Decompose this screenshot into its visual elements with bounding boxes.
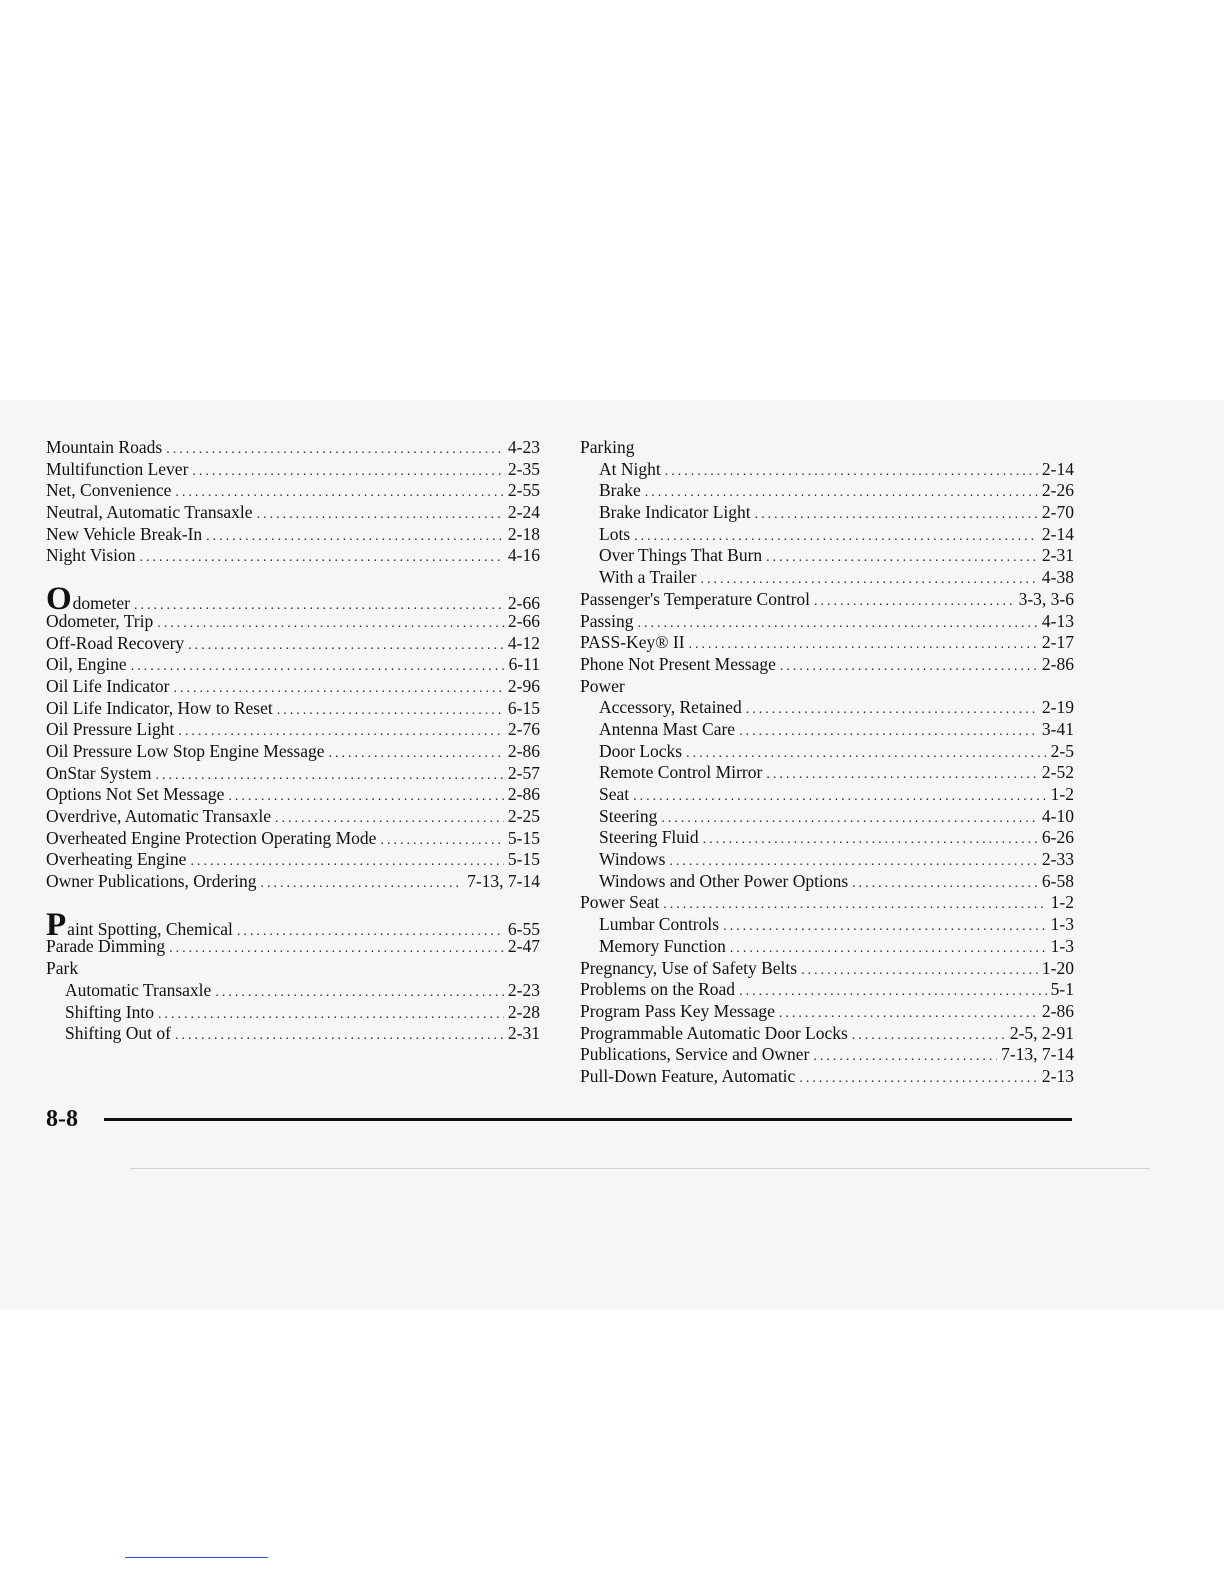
entry-label-wrap (46, 437, 162, 459)
entry-page-ref: 6-58 (1041, 870, 1074, 891)
entry-label-wrap (599, 697, 742, 719)
leader-dots (686, 743, 1047, 765)
leader-dots (669, 851, 1038, 873)
entry-label-wrap (599, 936, 726, 958)
entry-label: PASS-Key® II (580, 632, 685, 653)
index-entry (580, 611, 1074, 633)
index-entry (580, 1066, 1074, 1088)
entry-page-ref: 2-5, 2-91 (1009, 1022, 1074, 1043)
entry-label-wrap (46, 741, 325, 763)
entry-label-wrap (46, 480, 171, 502)
entry-label: Remote Control Mirror (599, 762, 763, 783)
entry-label: Over Things That Burn (599, 545, 763, 566)
entry-label: Brake Indicator Light (599, 502, 751, 523)
index-column-right (580, 437, 1074, 1088)
divider-line (125, 1557, 268, 1558)
index-entry (46, 871, 540, 893)
index-entry (46, 502, 540, 524)
entry-page-ref: 1-2 (1050, 784, 1074, 804)
entry-page-ref: 2-19 (1041, 697, 1074, 718)
entry-page-ref: 2-28 (507, 1001, 540, 1022)
index-heading (46, 958, 540, 980)
entry-label-wrap (65, 1002, 154, 1024)
leader-dots (663, 894, 1046, 916)
entry-label: Shifting Out of (65, 1023, 171, 1044)
footer-rule (104, 1118, 1072, 1121)
entry-label-wrap (599, 914, 719, 936)
entry-page-ref: 2-66 (507, 593, 540, 614)
entry-label: Oil, Engine (46, 654, 127, 675)
entry-page-ref: 2-96 (507, 675, 540, 696)
leader-dots (801, 960, 1038, 982)
index-column-left (46, 437, 540, 1045)
leader-dots (158, 1004, 504, 1026)
entry-label: Steering (599, 805, 658, 826)
leader-dots (257, 504, 504, 526)
entry-label-wrap (599, 545, 762, 567)
entry-page-ref: 1-3 (1050, 935, 1074, 956)
index-entry (46, 763, 540, 785)
leader-dots (780, 656, 1038, 678)
entry-page-ref: 2-86 (507, 784, 540, 805)
leader-dots (380, 830, 503, 852)
entry-page-ref: 6-11 (508, 654, 540, 675)
entry-page-ref: 2-86 (507, 740, 540, 761)
index-entry (580, 632, 1074, 654)
entry-label: Windows (599, 849, 666, 870)
entry-label-wrap (65, 980, 211, 1002)
leader-dots (192, 461, 504, 483)
entry-label-wrap (599, 524, 630, 546)
entry-label: Options Not Set Message (46, 784, 225, 805)
leader-dots (156, 765, 504, 787)
leader-dots (852, 1025, 1006, 1047)
leader-dots (661, 808, 1038, 830)
entry-label: Oil Pressure Low Stop Engine Message (46, 740, 325, 761)
index-entry (580, 784, 1074, 806)
entry-label-wrap (580, 611, 633, 633)
entry-page-ref: 6-55 (507, 918, 540, 939)
entry-label: aint Spotting, Chemical (67, 918, 233, 939)
index-entry (580, 914, 1074, 936)
entry-label: Windows and Other Power Options (599, 870, 849, 891)
entry-label: Multifunction Lever (46, 458, 189, 479)
index-entry (46, 806, 540, 828)
leader-dots (723, 916, 1047, 938)
entry-label: Antenna Mast Care (599, 718, 736, 739)
entry-label: Power Seat (580, 892, 660, 913)
section-gap (46, 567, 540, 589)
entry-label: Phone Not Present Message (580, 653, 776, 674)
entry-label: Mountain Roads (46, 437, 163, 457)
entry-label-wrap (580, 1001, 775, 1023)
leader-dots (634, 526, 1038, 548)
entry-page-ref: 1-2 (1050, 892, 1074, 913)
entry-label: At Night (599, 458, 661, 479)
entry-page-ref: 5-1 (1050, 979, 1074, 1000)
entry-label: Memory Function (599, 935, 726, 956)
leader-dots (645, 482, 1038, 504)
entry-label: Seat (599, 784, 630, 804)
leader-dots (766, 764, 1038, 786)
leader-dots (228, 786, 504, 808)
index-entry (46, 698, 540, 720)
entry-label: Automatic Transaxle (65, 979, 212, 1000)
entry-page-ref: 2-47 (507, 936, 540, 957)
entry-page-ref: 4-16 (507, 545, 540, 566)
entry-label-wrap (580, 1023, 848, 1045)
index-entry (46, 784, 540, 806)
leader-dots (746, 699, 1038, 721)
entry-label-wrap (46, 633, 184, 655)
index-entry (580, 979, 1074, 1001)
divider-line (130, 1168, 1150, 1169)
leader-dots (206, 526, 504, 548)
leader-dots (730, 938, 1047, 960)
entry-label: With a Trailer (599, 567, 697, 588)
entry-label-wrap (580, 632, 685, 654)
index-entry (580, 936, 1074, 958)
entry-label-wrap (599, 806, 657, 828)
index-entry (580, 1001, 1074, 1023)
entry-page-ref: 2-57 (507, 762, 540, 783)
entry-label-wrap (46, 763, 152, 785)
leader-dots (175, 482, 504, 504)
leader-dots (188, 635, 504, 657)
entry-label-wrap (599, 784, 629, 806)
leader-dots (739, 981, 1047, 1003)
entry-page-ref: 6-26 (1041, 827, 1074, 848)
entry-label-wrap (46, 806, 271, 828)
entry-label-wrap (580, 589, 810, 611)
entry-page-ref: 2-5 (1050, 740, 1074, 761)
entry-label-wrap (580, 1066, 795, 1088)
entry-page-ref: 5-15 (507, 849, 540, 870)
index-entry (46, 719, 540, 741)
entry-label-wrap (46, 828, 376, 850)
index-entry (580, 958, 1074, 980)
leader-dots (637, 613, 1037, 635)
section-gap (46, 893, 540, 915)
leader-dots (140, 547, 504, 569)
page-number: 8-8 (46, 1106, 78, 1132)
entry-label-wrap (580, 958, 797, 980)
entry-label-wrap (599, 480, 641, 502)
index-entry (580, 545, 1074, 567)
entry-label: Passenger's Temperature Control (580, 588, 811, 609)
index-entry (46, 611, 540, 633)
entry-label: Door Locks (599, 740, 683, 761)
entry-label-wrap (599, 567, 696, 589)
index-entry (46, 980, 540, 1002)
section-initial-letter: O (46, 581, 72, 618)
entry-label-wrap (46, 849, 186, 871)
leader-dots (633, 786, 1047, 808)
entry-page-ref: 3-3, 3-6 (1018, 588, 1074, 609)
index-entry (46, 936, 540, 958)
index-entry (46, 581, 540, 618)
entry-page-ref: 2-25 (507, 806, 540, 826)
entry-label: Overdrive, Automatic Transaxle (46, 806, 272, 826)
index-entry (580, 849, 1074, 871)
entry-label-wrap (580, 654, 776, 676)
leader-dots (190, 851, 503, 873)
leader-dots (166, 439, 504, 461)
index-entry (580, 524, 1074, 546)
entry-label-wrap (46, 936, 165, 958)
entry-label-wrap (599, 741, 682, 763)
entry-label-wrap (599, 719, 735, 741)
entry-page-ref: 2-17 (1041, 632, 1074, 653)
entry-label: Lots (599, 523, 631, 544)
entry-label: Programmable Automatic Door Locks (580, 1022, 848, 1043)
entry-label: Lumbar Controls (599, 914, 720, 935)
index-heading (580, 676, 1074, 698)
entry-label: Oil Pressure Light (46, 719, 175, 740)
leader-dots (814, 591, 1015, 613)
entry-page-ref: 2-55 (507, 480, 540, 501)
entry-page-ref: 4-38 (1041, 567, 1074, 588)
entry-label: Owner Publications, Ordering (46, 871, 257, 892)
entry-label-wrap (599, 849, 665, 871)
entry-label-wrap (46, 784, 224, 806)
leader-dots (703, 829, 1038, 851)
entry-label: Problems on the Road (580, 979, 736, 1000)
entry-page-ref: 2-35 (507, 458, 540, 479)
index-entry (580, 871, 1074, 893)
entry-label-wrap (46, 545, 136, 567)
entry-label: Park (46, 958, 79, 979)
leader-dots (799, 1068, 1038, 1090)
entry-page-ref: 7-13, 7-14 (467, 871, 540, 892)
leader-dots (277, 700, 504, 722)
entry-label-wrap (65, 1023, 171, 1045)
entry-page-ref: 2-31 (1041, 545, 1074, 566)
entry-label-wrap (599, 871, 848, 893)
entry-label: Program Pass Key Message (580, 1000, 775, 1021)
entry-label-wrap (599, 459, 661, 481)
leader-dots (739, 721, 1038, 743)
entry-page-ref: 2-33 (1041, 849, 1074, 870)
index-entry (46, 1002, 540, 1024)
leader-dots (275, 808, 504, 830)
entry-page-ref: 5-15 (507, 827, 540, 848)
entry-label: Passing (580, 610, 634, 631)
leader-dots (700, 569, 1037, 591)
entry-label-wrap (599, 827, 699, 849)
leader-dots (779, 1003, 1038, 1025)
entry-label: Power (580, 675, 625, 696)
entry-page-ref: 1-3 (1050, 914, 1074, 935)
index-entry (580, 480, 1074, 502)
leader-dots (178, 721, 504, 743)
entry-label-wrap (580, 979, 735, 1001)
entry-label: Publications, Service and Owner (580, 1044, 810, 1065)
leader-dots (665, 461, 1038, 483)
leader-dots (689, 634, 1038, 656)
entry-label: Neutral, Automatic Transaxle (46, 502, 253, 523)
entry-page-ref: 2-26 (1041, 480, 1074, 501)
entry-label-wrap (46, 611, 153, 633)
entry-label-wrap (599, 502, 751, 524)
index-entry (580, 762, 1074, 784)
entry-label: dometer (72, 593, 131, 614)
entry-page-ref: 4-23 (507, 437, 540, 457)
leader-dots (329, 743, 504, 765)
index-entry (580, 502, 1074, 524)
entry-page-ref: 2-76 (507, 719, 540, 740)
index-entry (46, 480, 540, 502)
entry-label: Odometer, Trip (46, 610, 154, 631)
index-entry (580, 806, 1074, 828)
entry-label-wrap (580, 1044, 809, 1066)
entry-label-wrap (599, 762, 762, 784)
index-entry (580, 567, 1074, 589)
index-entry (46, 849, 540, 871)
entry-label: Pregnancy, Use of Safety Belts (580, 957, 798, 978)
leader-dots (260, 873, 463, 895)
leader-dots (175, 1025, 504, 1047)
entry-label-wrap (46, 524, 202, 546)
entry-page-ref: 2-86 (1041, 1000, 1074, 1021)
index-entry (580, 892, 1074, 914)
entry-label-wrap (46, 459, 188, 481)
index-entry (46, 437, 540, 459)
entry-page-ref: 2-66 (507, 610, 540, 631)
entry-label: Oil Life Indicator, How to Reset (46, 697, 273, 718)
entry-page-ref: 2-18 (507, 523, 540, 544)
index-entry (580, 654, 1074, 676)
index-entry (46, 459, 540, 481)
entry-label: Shifting Into (65, 1001, 154, 1022)
entry-page-ref: 4-10 (1041, 805, 1074, 826)
index-entry (580, 827, 1074, 849)
index-entry (580, 719, 1074, 741)
leader-dots (131, 656, 505, 678)
entry-label-wrap (46, 698, 273, 720)
index-entry (46, 654, 540, 676)
leader-dots (755, 504, 1038, 526)
entry-page-ref: 1-20 (1041, 957, 1074, 978)
index-entry (46, 741, 540, 763)
entry-page-ref: 6-15 (507, 697, 540, 718)
entry-label: New Vehicle Break-In (46, 523, 203, 544)
leader-dots (852, 873, 1038, 895)
index-entry (580, 1023, 1074, 1045)
index-entry (580, 589, 1074, 611)
entry-label: Parking (580, 437, 635, 457)
index-entry (46, 676, 540, 698)
entry-label-wrap (46, 654, 127, 676)
index-entry (580, 741, 1074, 763)
entry-page-ref: 2-31 (507, 1023, 540, 1044)
section-initial-letter: P (46, 906, 67, 943)
entry-page-ref: 7-13, 7-14 (1001, 1044, 1074, 1065)
entry-label: OnStar System (46, 762, 152, 783)
index-entry (46, 633, 540, 655)
entry-page-ref: 2-70 (1041, 502, 1074, 523)
leader-dots (766, 547, 1038, 569)
entry-page-ref: 2-24 (507, 502, 540, 523)
entry-label: Overheating Engine (46, 849, 187, 870)
entry-label: Pull-Down Feature, Automatic (580, 1065, 796, 1086)
entry-label: Parade Dimming (46, 936, 166, 957)
entry-label-wrap (46, 502, 253, 524)
entry-label: Net, Convenience (46, 480, 172, 501)
entry-page-ref: 4-13 (1041, 610, 1074, 631)
entry-label-wrap (46, 871, 256, 893)
entry-label: Off-Road Recovery (46, 632, 185, 653)
leader-dots (157, 613, 504, 635)
index-entry (580, 697, 1074, 719)
index-heading (580, 437, 1074, 459)
leader-dots (169, 938, 504, 960)
entry-page-ref: 2-23 (507, 979, 540, 1000)
entry-page-ref: 4-12 (507, 632, 540, 653)
entry-label: Accessory, Retained (599, 697, 742, 718)
leader-dots (813, 1046, 997, 1068)
entry-page-ref: 2-14 (1041, 523, 1074, 544)
entry-label: Oil Life Indicator (46, 675, 170, 696)
index-entry (46, 828, 540, 850)
index-entry (46, 545, 540, 567)
index-entry (46, 524, 540, 546)
entry-label: Brake (599, 480, 641, 501)
entry-label: Steering Fluid (599, 827, 699, 848)
index-entry (46, 906, 540, 943)
entry-label-wrap (46, 676, 169, 698)
entry-page-ref: 2-86 (1041, 653, 1074, 674)
entry-page-ref: 2-13 (1041, 1065, 1074, 1086)
entry-page-ref: 2-14 (1041, 458, 1074, 479)
entry-page-ref: 3-41 (1041, 718, 1074, 739)
entry-label-wrap (580, 892, 659, 914)
entry-label: Overheated Engine Protection Operating Mode (46, 827, 377, 848)
index-entry (46, 1023, 540, 1045)
entry-label: Night Vision (46, 545, 136, 566)
index-entry (580, 459, 1074, 481)
leader-dots (215, 982, 504, 1004)
leader-dots (173, 678, 503, 700)
entry-page-ref: 2-52 (1041, 762, 1074, 783)
index-entry (580, 1044, 1074, 1066)
entry-label-wrap (46, 719, 174, 741)
